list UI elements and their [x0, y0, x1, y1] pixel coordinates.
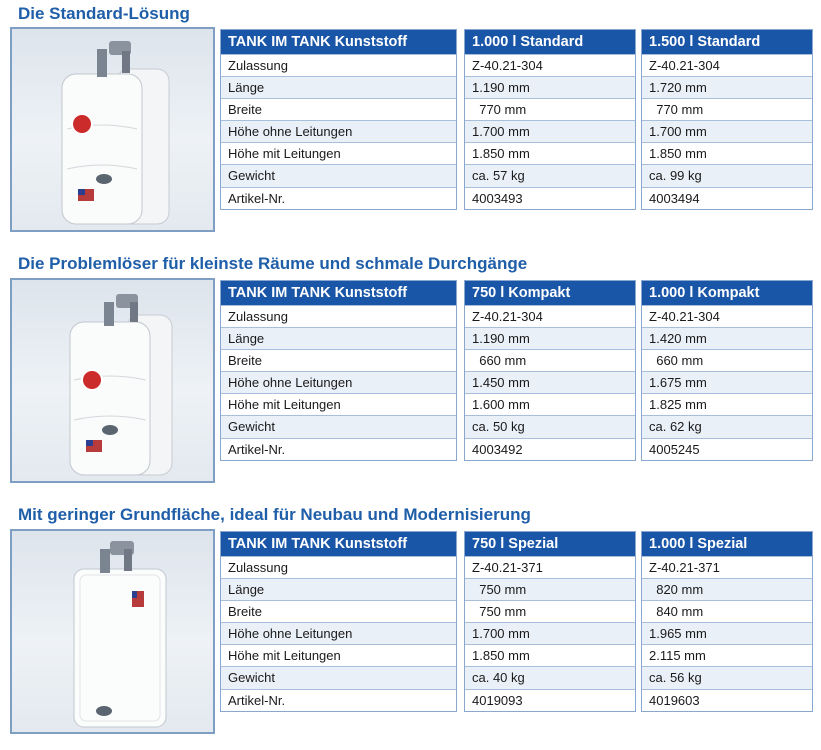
variant-header: 750 l Kompakt	[465, 281, 635, 305]
spec-label-table	[220, 280, 457, 461]
variant-value: 1.850 mm	[465, 142, 635, 164]
variant-header: 1.500 l Standard	[642, 30, 812, 54]
variant-value: 1.700 mm	[465, 622, 635, 644]
variant-value: 660 mm	[465, 349, 635, 371]
product-image-kompakt-tank	[10, 278, 215, 483]
spec-label-gewicht: Gewicht	[221, 415, 456, 437]
variant-value: 1.700 mm	[465, 120, 635, 142]
variant-value: Z-40.21-304	[642, 54, 812, 76]
variant-value: 1.700 mm	[642, 120, 812, 142]
variant-value: ca. 40 kg	[465, 666, 635, 688]
variant-value: 4019093	[465, 689, 635, 711]
single-tank-illustration	[12, 531, 213, 732]
spec-label-hoehe-mit: Höhe mit Leitungen	[221, 142, 456, 164]
variant-value: 4003494	[642, 187, 812, 209]
variant-value: ca. 99 kg	[642, 164, 812, 186]
variant-header: 750 l Spezial	[465, 532, 635, 556]
variant-value: 820 mm	[642, 578, 812, 600]
spec-label-artikel-nr: Artikel-Nr.	[221, 187, 456, 209]
spec-label-zulassung: Zulassung	[221, 556, 456, 578]
variant-table-1000-standard	[464, 29, 636, 210]
spec-label-breite: Breite	[221, 600, 456, 622]
variant-value: 1.190 mm	[465, 327, 635, 349]
section-title: Die Standard-Lösung	[18, 4, 190, 23]
spec-label-hoehe-ohne: Höhe ohne Leitungen	[221, 622, 456, 644]
section-title: Mit geringer Grundfläche, ideal für Neubau und Modernisierung	[18, 505, 531, 524]
variant-header: 1.000 l Standard	[465, 30, 635, 54]
section-title: Die Problemlöser für kleinste Räume und schmale Durchgänge	[18, 254, 528, 273]
variant-value: 4019603	[642, 689, 812, 711]
table-header: TANK IM TANK Kunststoff	[221, 281, 456, 305]
spec-label-laenge: Länge	[221, 578, 456, 600]
spec-label-gewicht: Gewicht	[221, 164, 456, 186]
variant-value: 1.850 mm	[642, 142, 812, 164]
spec-label-laenge: Länge	[221, 327, 456, 349]
variant-value: 1.420 mm	[642, 327, 812, 349]
variant-value: 1.850 mm	[465, 644, 635, 666]
variant-value: Z-40.21-304	[465, 305, 635, 327]
spec-label-zulassung: Zulassung	[221, 54, 456, 76]
variant-value: 4005245	[642, 438, 812, 460]
variant-value: Z-40.21-371	[465, 556, 635, 578]
product-image-spezial-tank	[10, 529, 215, 734]
spec-label-zulassung: Zulassung	[221, 305, 456, 327]
variant-header: 1.000 l Kompakt	[642, 281, 812, 305]
spec-label-table	[220, 531, 457, 712]
variant-value: ca. 62 kg	[642, 415, 812, 437]
spec-label-breite: Breite	[221, 349, 456, 371]
variant-value: ca. 57 kg	[465, 164, 635, 186]
variant-value: 2.115 mm	[642, 644, 812, 666]
variant-value: 1.190 mm	[465, 76, 635, 98]
spec-label-artikel-nr: Artikel-Nr.	[221, 438, 456, 460]
variant-value: Z-40.21-304	[642, 305, 812, 327]
variant-table-750-spezial	[464, 531, 636, 712]
spec-label-hoehe-mit: Höhe mit Leitungen	[221, 393, 456, 415]
variant-value: 750 mm	[465, 578, 635, 600]
variant-value: 1.720 mm	[642, 76, 812, 98]
spec-label-hoehe-ohne: Höhe ohne Leitungen	[221, 120, 456, 142]
spec-label-breite: Breite	[221, 98, 456, 120]
variant-table-1000-spezial	[641, 531, 813, 712]
variant-value: 660 mm	[642, 349, 812, 371]
variant-value: Z-40.21-304	[465, 54, 635, 76]
product-image-standard-tank	[10, 27, 215, 232]
variant-value: ca. 56 kg	[642, 666, 812, 688]
spec-label-hoehe-mit: Höhe mit Leitungen	[221, 644, 456, 666]
variant-value: 840 mm	[642, 600, 812, 622]
variant-value: 1.600 mm	[465, 393, 635, 415]
variant-value: 1.825 mm	[642, 393, 812, 415]
double-tank-illustration	[12, 280, 213, 481]
variant-table-750-kompakt	[464, 280, 636, 461]
spec-label-gewicht: Gewicht	[221, 666, 456, 688]
variant-table-1000-kompakt	[641, 280, 813, 461]
variant-value: 1.675 mm	[642, 371, 812, 393]
spec-label-table	[220, 29, 457, 210]
variant-value: 770 mm	[465, 98, 635, 120]
variant-value: Z-40.21-371	[642, 556, 812, 578]
spec-label-artikel-nr: Artikel-Nr.	[221, 689, 456, 711]
variant-header: 1.000 l Spezial	[642, 532, 812, 556]
variant-value: 4003492	[465, 438, 635, 460]
variant-value: 1.965 mm	[642, 622, 812, 644]
variant-value: 770 mm	[642, 98, 812, 120]
variant-value: 1.450 mm	[465, 371, 635, 393]
variant-table-1500-standard	[641, 29, 813, 210]
variant-value: ca. 50 kg	[465, 415, 635, 437]
variant-value: 4003493	[465, 187, 635, 209]
variant-value: 750 mm	[465, 600, 635, 622]
spec-label-laenge: Länge	[221, 76, 456, 98]
table-header: TANK IM TANK Kunststoff	[221, 30, 456, 54]
spec-label-hoehe-ohne: Höhe ohne Leitungen	[221, 371, 456, 393]
table-header: TANK IM TANK Kunststoff	[221, 532, 456, 556]
double-tank-illustration	[12, 29, 213, 230]
